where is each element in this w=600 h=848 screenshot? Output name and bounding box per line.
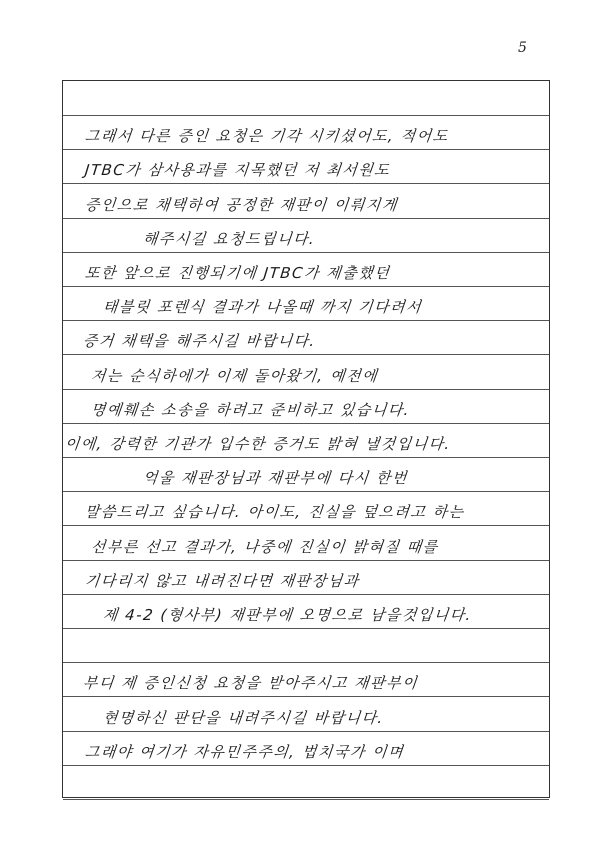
lined-paper xyxy=(62,80,550,798)
ruled-line xyxy=(63,491,549,492)
ruled-line xyxy=(63,457,549,458)
handwritten-line: 증거 채택을 해주시길 바랍니다. xyxy=(82,332,317,351)
ruled-line xyxy=(63,320,549,321)
ruled-line xyxy=(63,662,549,663)
ruled-line xyxy=(63,560,549,561)
handwritten-line: 제 4-2 (형사부) 재판부에 오명으로 남을것입니다. xyxy=(102,606,474,624)
page-number: 5 xyxy=(518,40,527,56)
handwritten-line: 명예훼손 소송을 하려고 준비하고 있습니다. xyxy=(90,400,412,419)
ruled-line xyxy=(63,628,549,629)
handwritten-line: 말씀드리고 싶습니다. 아이도, 진실을 덮으려고 하는 xyxy=(84,503,466,522)
handwritten-line: 또한 앞으로 진행되기에 JTBC가 제출했던 xyxy=(84,264,392,282)
handwritten-line: 증인으로 채택하여 공정한 재판이 이뤄지게 xyxy=(84,195,399,214)
ruled-line xyxy=(63,389,549,390)
handwritten-line: JTBC가 삼사용과를 지목했던 저 최서원도 xyxy=(84,161,392,180)
handwritten-line: 저는 순식하에가 이제 돌아왔기, 예전에 xyxy=(90,366,380,385)
handwritten-line: 그래야 여기가 자유민주주의, 법치국가 이며 xyxy=(84,742,406,761)
handwritten-line: 억울 재판장님과 재판부에 다시 한번 xyxy=(142,469,409,488)
handwritten-line: 현명하신 판단을 내려주시길 바랍니다. xyxy=(102,708,385,727)
handwritten-line: 그래서 다른 증인 요청은 기각 시키셨어도, 적어도 xyxy=(84,127,450,146)
ruled-line xyxy=(63,765,549,766)
ruled-line xyxy=(63,115,549,116)
ruled-line xyxy=(63,218,549,219)
ruled-line xyxy=(63,423,549,424)
ruled-line xyxy=(63,799,549,800)
ruled-line xyxy=(63,696,549,697)
ruled-line xyxy=(63,252,549,253)
ruled-line xyxy=(63,149,549,150)
handwritten-line: 기다리지 않고 내려진다면 재판장님과 xyxy=(84,571,361,590)
handwritten-line: 이에, 강력한 기관가 입수한 증거도 밝혀 낼것입니다. xyxy=(64,435,452,453)
ruled-line xyxy=(63,183,549,184)
handwritten-line: 해주시길 요청드립니다. xyxy=(142,229,317,248)
handwritten-line: 선부른 선고 결과가, 나중에 진실이 밝혀질 때를 xyxy=(90,537,440,556)
ruled-line xyxy=(63,525,549,526)
ruled-line xyxy=(63,354,549,355)
ruled-line xyxy=(63,594,549,595)
ruled-line xyxy=(63,286,549,287)
handwritten-line: 태블릿 포렌식 결과가 나올때 까지 기다려서 xyxy=(102,298,424,317)
ruled-line xyxy=(63,731,549,732)
handwritten-line: 부디 제 증인신청 요청을 받아주시고 재판부이 xyxy=(82,674,420,693)
